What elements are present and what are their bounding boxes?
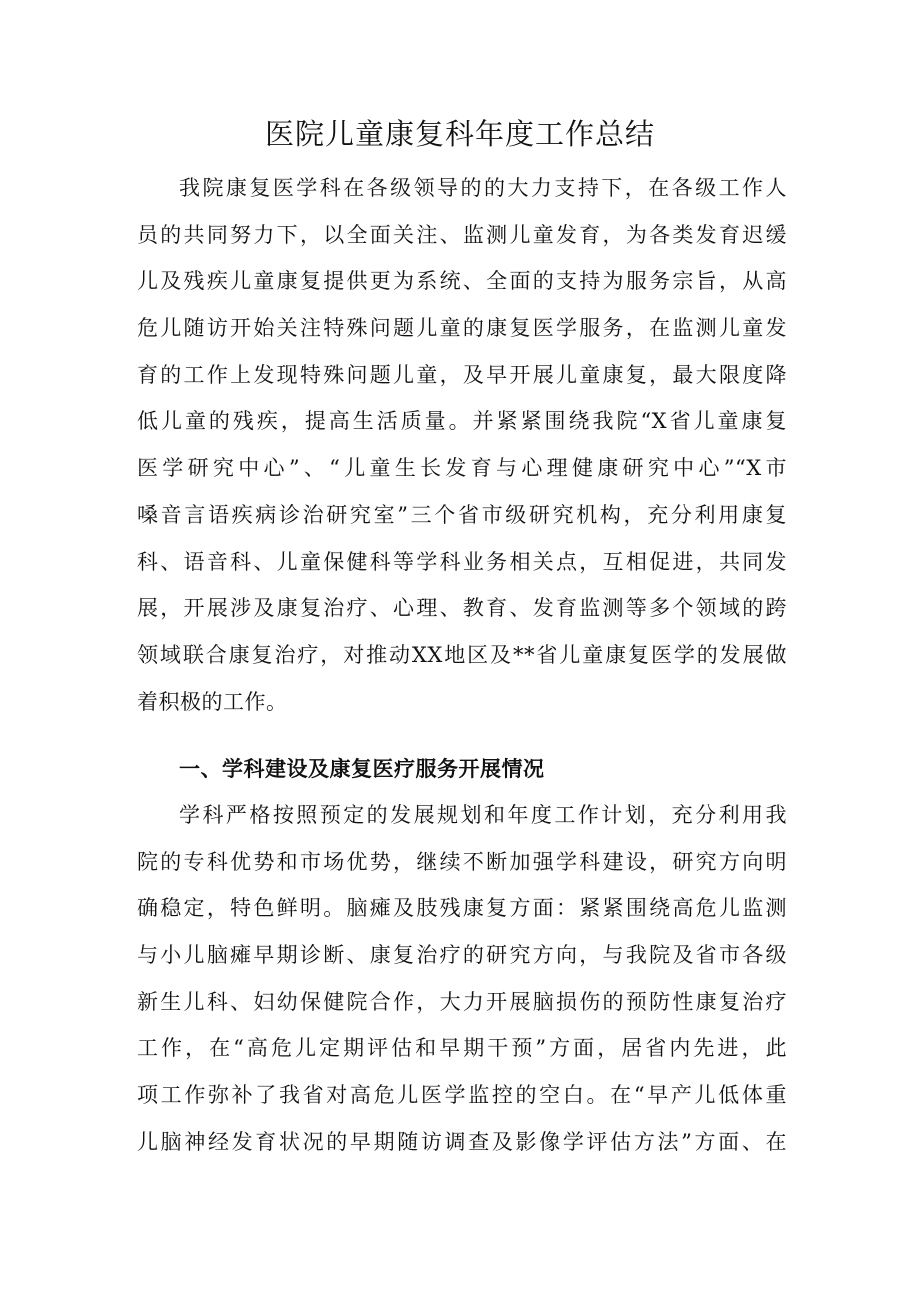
text-line: 育的工作上发现特殊问题儿童，及早开展儿童康复，最大限度降 (137, 362, 787, 387)
text-line: 嗓音言语疾病诊治研究室”三个省市级研究机构，充分利用康复 (137, 502, 787, 527)
text-line: 儿及残疾儿童康复提供更为系统、全面的支持为服务宗旨，从高 (137, 269, 787, 294)
section-heading-block (137, 746, 787, 793)
document-title: 医院儿童康复科年度工作总结 (264, 117, 655, 151)
text-line: 危儿随访开始关注特殊问题儿童的康复医学服务，在监测儿童发 (137, 316, 787, 341)
text-line: 院的专科优势和市场优势，继续不断加强学科建设，研究方向明 (137, 849, 787, 874)
text-line: 新生儿科、妇幼保健院合作，大力开展脑损伤的预防性康复治疗 (137, 989, 787, 1014)
text-line: 科、语音科、儿童保健科等学科业务相关点，互相促进，共同发 (137, 549, 787, 574)
text-line: 学科严格按照预定的发展规划和年度工作计划，充分利用我 (179, 803, 787, 827)
text-line: 领域联合康复治疗，对推动XX地区及**省儿童康复医学的发展做 (137, 642, 787, 667)
text-line: 低儿童的残疾，提高生活质量。并紧紧围绕我院“X省儿童康复 (137, 409, 787, 434)
text-line: 儿脑神经发育状况的早期随访调查及影像学评估方法”方面、在 (137, 1129, 787, 1154)
text-line: 与小儿脑瘫早期诊断、康复治疗的研究方向，与我院及省市各级 (137, 943, 787, 968)
text-line: 着积极的工作。 (137, 689, 288, 714)
text-line: 医学研究中心”、“儿童生长发育与心理健康研究中心”“X市 (137, 456, 787, 481)
section-heading: 一、学科建设及康复医疗服务开展情况 (179, 757, 545, 781)
text-line: 工作，在“高危儿定期评估和早期干预”方面，居省内先进，此 (137, 1036, 787, 1061)
intro-paragraph (137, 165, 787, 725)
section-paragraph (137, 792, 787, 1166)
text-line: 我院康复医学科在各级领导的的大力支持下，在各级工作人 (179, 176, 787, 200)
text-line: 展，开展涉及康复治疗、心理、教育、发育监测等多个领域的跨 (137, 596, 787, 621)
text-line: 员的共同努力下，以全面关注、监测儿童发育，为各类发育迟缓 (137, 222, 787, 247)
text-line: 项工作弥补了我省对高危儿医学监控的空白。在“早产儿低体重 (137, 1083, 787, 1108)
text-line: 确稳定，特色鲜明。脑瘫及肢残康复方面：紧紧围绕高危儿监测 (137, 896, 787, 921)
